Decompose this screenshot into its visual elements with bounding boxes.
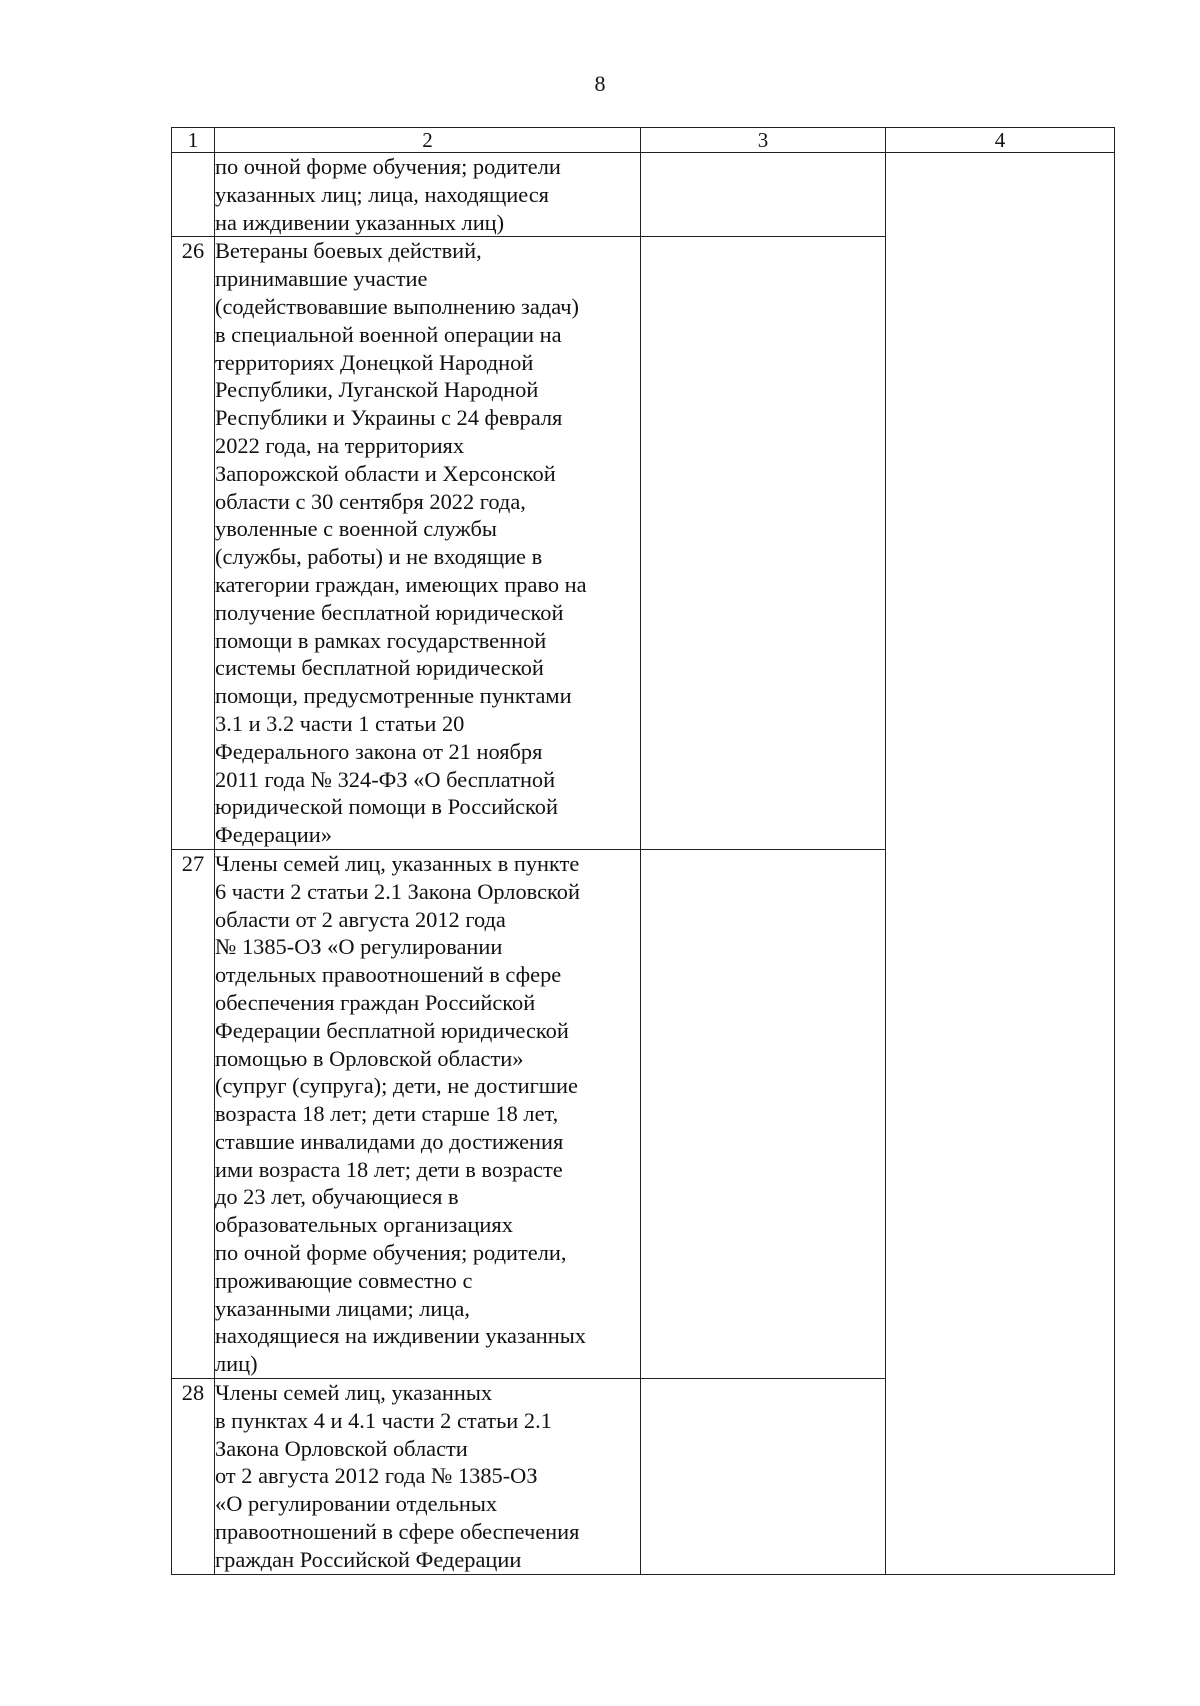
column-3-cell <box>641 1379 886 1575</box>
description-line: на иждивении указанных лиц) <box>215 209 505 235</box>
column-header-3: 3 <box>641 128 886 153</box>
description-line: помощи, предусмотренные пунктами <box>215 683 572 709</box>
column-4-cell <box>886 153 1115 1575</box>
document-table <box>171 127 1115 1575</box>
description-line: от 2 августа 2012 года № 1385-ОЗ <box>215 1463 538 1489</box>
description-line: 3.1 и 3.2 части 1 статьи 20 <box>215 710 465 736</box>
description-line: получение бесплатной юридической <box>215 599 564 625</box>
description-line: 2022 года, на территориях <box>215 432 465 458</box>
description-line: принимавшие участие <box>215 266 428 292</box>
description-line: указанных лиц; лица, находящиеся <box>215 181 549 207</box>
description-line: юридической помощи в Российской <box>215 794 558 820</box>
description-line: лиц) <box>215 1351 258 1377</box>
column-header-4: 4 <box>886 128 1115 153</box>
description-line: Федерации бесплатной юридической <box>215 1017 569 1043</box>
description-line: области от 2 августа 2012 года <box>215 906 506 932</box>
description-line: до 23 лет, обучающиеся в <box>215 1184 459 1210</box>
description-line: 2011 года № 324-ФЗ «О бесплатной <box>215 766 556 792</box>
description-line: помощью в Орловской области» <box>215 1045 524 1071</box>
description-line: уволенные с военной службы <box>215 516 497 542</box>
column-3-cell <box>641 849 886 1378</box>
description-line: указанными лицами; лица, <box>215 1295 470 1321</box>
description-line: возраста 18 лет; дети старше 18 лет, <box>215 1101 559 1127</box>
description-line: проживающие совместно с <box>215 1267 473 1293</box>
row-number: 28 <box>172 1379 215 1575</box>
category-description <box>215 849 641 1378</box>
description-line: в пунктах 4 и 4.1 части 2 статьи 2.1 <box>215 1407 552 1433</box>
description-line: категории граждан, имеющих право на <box>215 571 587 597</box>
description-line: Федерации» <box>215 822 332 848</box>
category-description <box>215 1379 641 1575</box>
description-line: по очной форме обучения; родители <box>215 154 561 179</box>
description-line: находящиеся на иждивении указанных <box>215 1323 586 1349</box>
category-description <box>215 153 641 237</box>
description-line: 6 части 2 статьи 2.1 Закона Орловской <box>215 878 580 904</box>
description-line: обеспечения граждан Российской <box>215 989 536 1015</box>
page-number: 8 <box>594 71 606 96</box>
description-line: Члены семей лиц, указанных в пункте <box>215 850 580 876</box>
description-line: образовательных организациях <box>215 1212 513 1238</box>
description-line: Федерального закона от 21 ноября <box>215 738 543 764</box>
description-line: Ветераны боевых действий, <box>215 238 482 264</box>
description-line: в специальной военной операции на <box>215 321 562 347</box>
description-line: по очной форме обучения; родители, <box>215 1240 567 1266</box>
description-line: Члены семей лиц, указанных <box>215 1380 493 1406</box>
description-line: Республики, Луганской Народной <box>215 377 539 403</box>
row-number: 26 <box>172 237 215 850</box>
column-header-1: 1 <box>172 128 215 153</box>
description-line: Закона Орловской области <box>215 1435 468 1461</box>
description-line: Республики и Украины с 24 февраля <box>215 405 563 431</box>
description-line: «О регулировании отдельных <box>215 1491 498 1517</box>
description-line: правоотношений в сфере обеспечения <box>215 1519 580 1545</box>
description-line: № 1385-ОЗ «О регулировании <box>215 934 503 960</box>
description-line: области с 30 сентября 2022 года, <box>215 488 526 514</box>
description-line: (службы, работы) и не входящие в <box>215 544 543 570</box>
description-line: отдельных правоотношений в сфере <box>215 962 562 988</box>
category-description <box>215 237 641 850</box>
row-number: 27 <box>172 849 215 1378</box>
description-line: ими возраста 18 лет; дети в возрасте <box>215 1156 563 1182</box>
description-line: территориях Донецкой Народной <box>215 349 534 375</box>
description-line: граждан Российской Федерации <box>215 1546 522 1572</box>
description-line: (содействовавшие выполнению задач) <box>215 293 579 319</box>
description-line: Запорожской области и Херсонской <box>215 460 556 486</box>
table-body <box>172 153 1115 1575</box>
description-line: помощи в рамках государственной <box>215 627 547 653</box>
description-line: системы бесплатной юридической <box>215 655 544 681</box>
row-number <box>172 153 215 237</box>
description-line: (супруг (супруга); дети, не достигшие <box>215 1073 578 1099</box>
description-line: ставшие инвалидами до достижения <box>215 1128 564 1154</box>
column-3-cell <box>641 153 886 237</box>
column-3-cell <box>641 237 886 850</box>
table-header-row <box>172 128 1115 153</box>
column-header-2: 2 <box>215 128 641 153</box>
table-row <box>172 153 1115 237</box>
